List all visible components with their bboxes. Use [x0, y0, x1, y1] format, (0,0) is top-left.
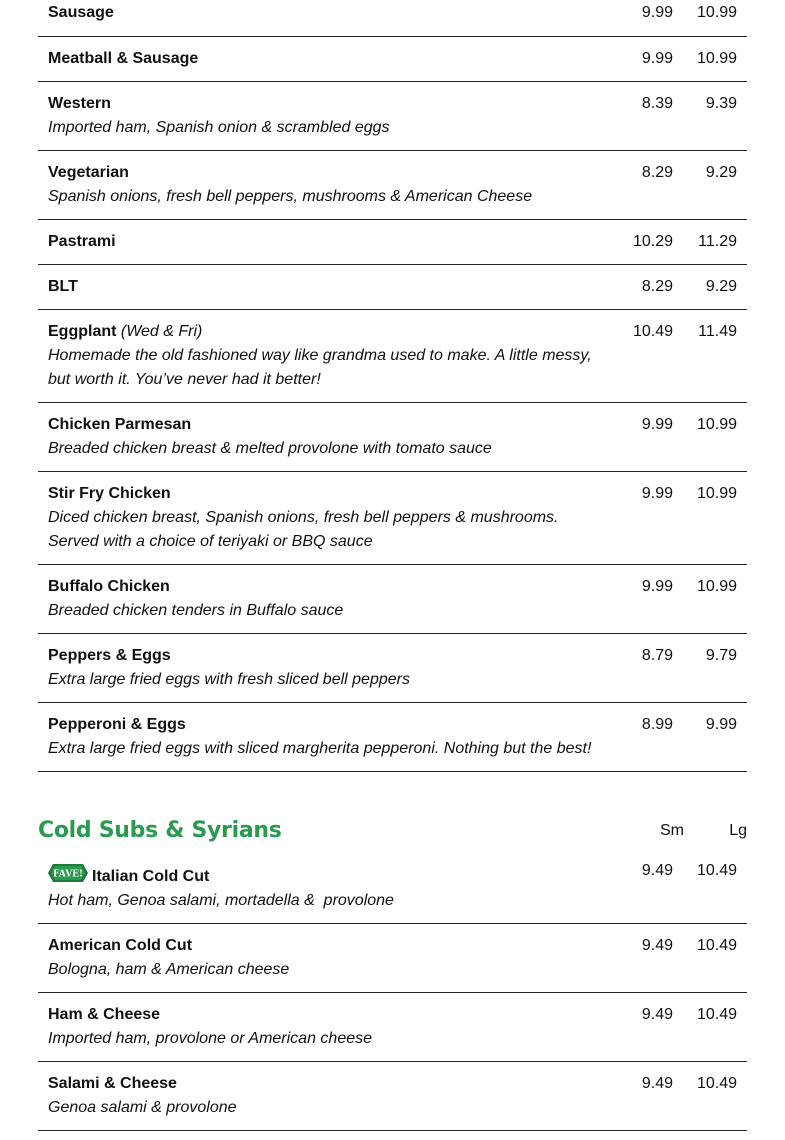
menu-item — [38, 993, 747, 1062]
price-small: 8.29 — [641, 164, 673, 181]
fave-badge-icon — [48, 862, 88, 884]
price-large: 10.49 — [696, 1075, 737, 1092]
item-description: Diced chicken breast, Spanish onions, fresh bell peppers & mushrooms. Served with a choice of teriyaki or BBQ sauce — [48, 509, 559, 550]
price-small: 10.29 — [632, 233, 673, 250]
price-large: 10.99 — [696, 50, 737, 67]
item-name: Meatball & Sausage — [48, 50, 199, 67]
price-small: 10.49 — [632, 323, 673, 340]
price-large: 10.99 — [696, 578, 737, 595]
column-header-large: Lg — [729, 822, 747, 839]
menu-item — [38, 924, 747, 993]
item-name: Vegetarian — [48, 164, 129, 181]
menu-item — [38, 82, 747, 151]
column-header-small: Sm — [660, 822, 684, 839]
price-large: 10.99 — [696, 4, 737, 21]
item-description: Homemade the old fashioned way like grandma used to make. A little messy, but worth it. You’ve never had it better! — [48, 347, 592, 388]
price-large: 10.49 — [696, 862, 737, 879]
menu-item — [38, 37, 747, 82]
menu-item — [38, 265, 747, 310]
item-name: Buffalo Chicken — [48, 578, 170, 595]
menu-item — [38, 634, 747, 703]
price-large: 9.99 — [705, 716, 737, 733]
price-large: 10.49 — [696, 937, 737, 954]
menu-item — [38, 403, 747, 472]
menu-item — [38, 854, 747, 924]
item-name: Ham & Cheese — [48, 1006, 161, 1023]
price-large: 10.99 — [696, 416, 737, 433]
item-name: Salami & Cheese — [48, 1075, 177, 1092]
item-description: Spanish onions, fresh bell peppers, mushrooms & American Cheese — [48, 188, 533, 205]
item-availability-note: (Wed & Fri) — [120, 323, 203, 340]
menu-item — [38, 220, 747, 265]
price-small: 8.79 — [641, 647, 673, 664]
price-small: 9.99 — [641, 50, 673, 67]
item-description: Breaded chicken tenders in Buffalo sauce — [48, 602, 344, 619]
item-name: Peppers & Eggs — [48, 647, 171, 664]
price-large: 9.29 — [705, 278, 737, 295]
item-name: Stir Fry Chicken — [48, 485, 171, 502]
item-name: Eggplant — [48, 323, 117, 340]
menu-item — [38, 0, 747, 37]
item-description: Hot ham, Genoa salami, mortadella & provolone — [48, 892, 394, 909]
price-small: 8.39 — [641, 95, 673, 112]
price-small: 9.49 — [641, 1006, 673, 1023]
item-name: American Cold Cut — [48, 937, 193, 954]
menu-item — [38, 310, 747, 403]
item-description: Imported ham, Spanish onion & scrambled eggs — [48, 119, 390, 136]
menu-item — [38, 472, 747, 565]
price-small: 8.29 — [641, 278, 673, 295]
cold-subs-list — [38, 854, 747, 1131]
item-name: Sausage — [48, 4, 114, 21]
price-small: 9.49 — [641, 862, 673, 879]
item-name: Italian Cold Cut — [92, 868, 210, 885]
item-description: Bologna, ham & American cheese — [48, 961, 290, 978]
item-description: Imported ham, provolone or American cheese — [48, 1030, 373, 1047]
hot-subs-list — [38, 0, 747, 772]
price-large: 10.49 — [696, 1006, 737, 1023]
menu-item — [38, 703, 747, 772]
item-description: Extra large fried eggs with fresh sliced bell peppers — [48, 671, 410, 688]
menu-item — [38, 1062, 747, 1131]
fave-badge-label: FAVE! — [53, 869, 83, 880]
price-large: 9.79 — [705, 647, 737, 664]
item-name: Pepperoni & Eggs — [48, 716, 186, 733]
price-large: 9.39 — [705, 95, 737, 112]
price-small: 9.99 — [641, 485, 673, 502]
price-small: 9.99 — [641, 416, 673, 433]
item-description: Breaded chicken breast & melted provolone with tomato sauce — [48, 440, 492, 457]
menu-item — [38, 151, 747, 220]
item-name: Chicken Parmesan — [48, 416, 192, 433]
price-small: 9.49 — [641, 937, 673, 954]
price-large: 11.49 — [698, 323, 737, 340]
item-description: Extra large fried eggs with sliced margherita pepperoni. Nothing but the best! — [48, 740, 592, 757]
price-large: 9.29 — [705, 164, 737, 181]
section-title: Cold Subs & Syrians — [38, 818, 282, 843]
item-name: Western — [48, 95, 111, 112]
item-description: Genoa salami & provolone — [48, 1099, 237, 1116]
price-large: 11.29 — [698, 233, 737, 250]
item-name: Pastrami — [48, 233, 116, 250]
price-small: 9.49 — [641, 1075, 673, 1092]
price-large: 10.99 — [696, 485, 737, 502]
item-name: BLT — [48, 278, 78, 295]
price-small: 8.99 — [641, 716, 673, 733]
menu-item — [38, 565, 747, 634]
price-small: 9.99 — [641, 578, 673, 595]
price-small: 9.99 — [641, 4, 673, 21]
